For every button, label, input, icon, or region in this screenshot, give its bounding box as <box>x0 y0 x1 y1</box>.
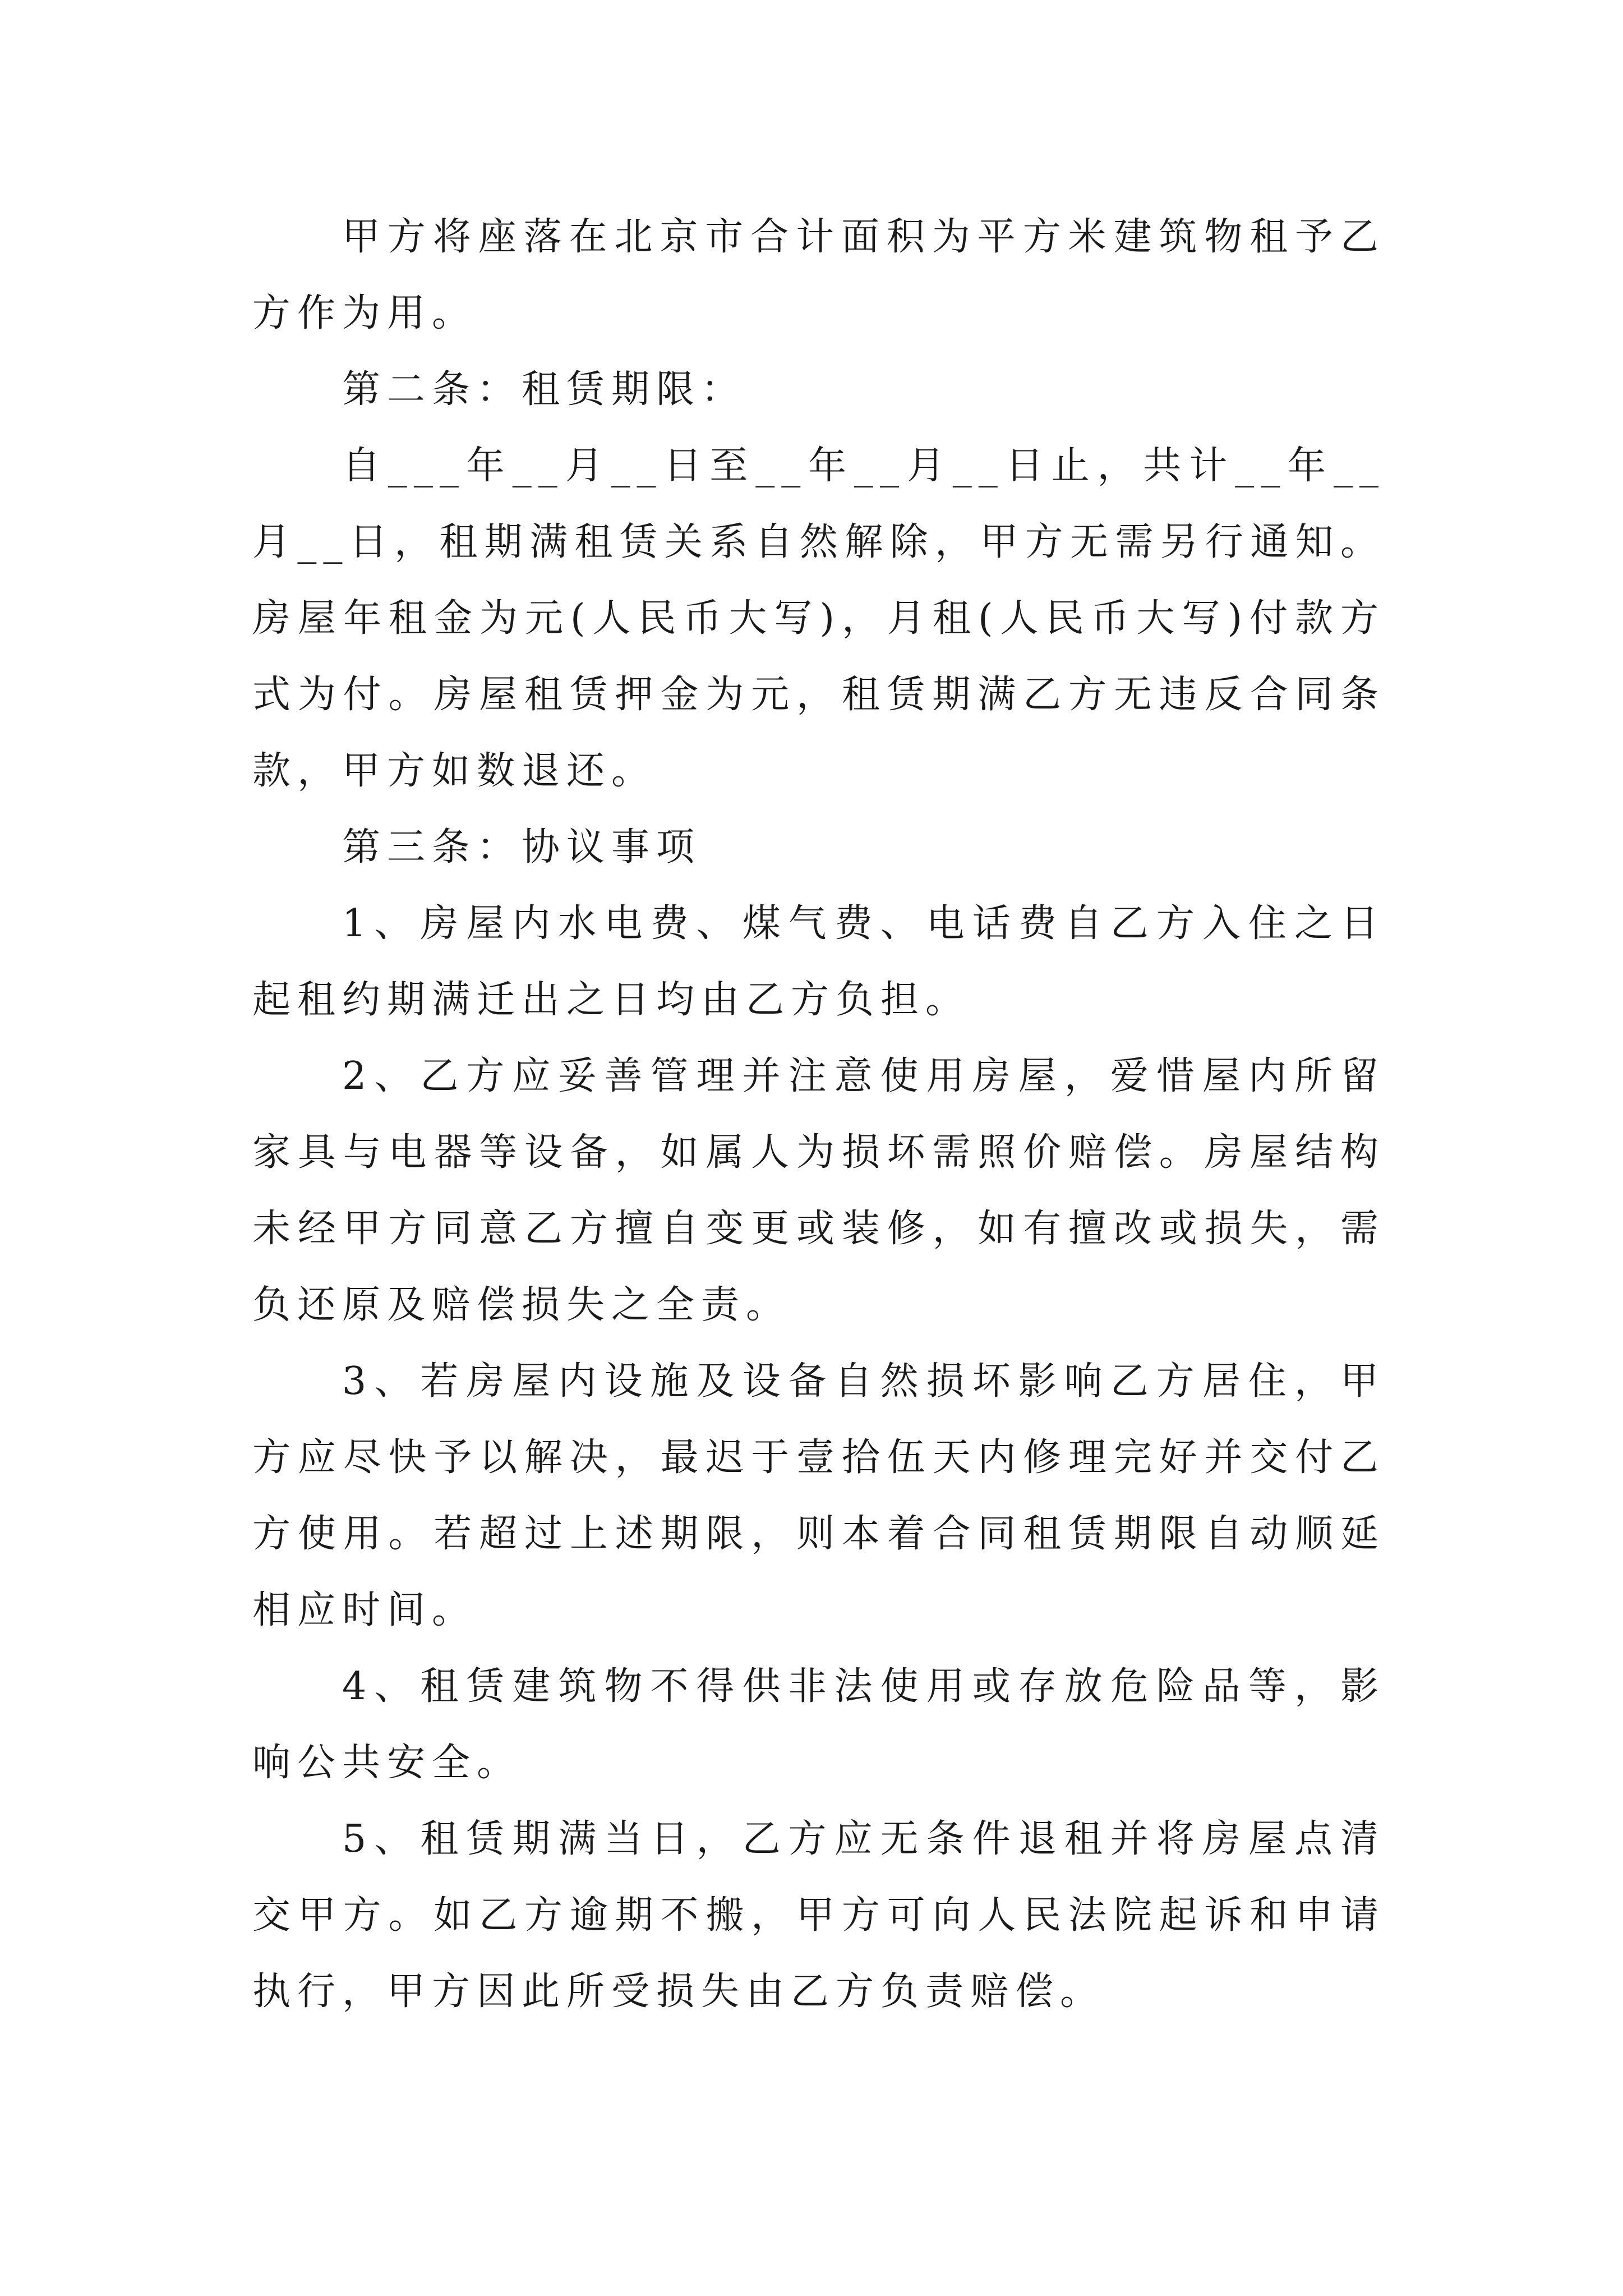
article-3-heading: 第三条：协议事项 <box>342 825 702 869</box>
lease-premises-paragraph: 甲方将座落在北京市合计面积为平方米建筑物租予乙方作为用。 <box>252 215 1385 335</box>
agreement-item-2: 2、乙方应妥善管理并注意使用房屋，爱惜屋内所留家具与电器等设备，如属人为损坏需照价赔偿。房屋结构未经甲方同意乙方擅自变更或装修，如有擅改或损失，需负还原及赔偿损失之全责。 <box>252 1054 1385 1327</box>
article-2-heading: 第二条：租赁期限： <box>342 367 746 412</box>
agreement-item-3: 3、若房屋内设施及设备自然损坏影响乙方居住，甲方应尽快予以解决，最迟于壹拾伍天内修理完好并交付乙方使用。若超过上述期限，则本着合同租赁期限自动顺延相应时间。 <box>252 1359 1385 1632</box>
document-body <box>252 199 1385 2030</box>
agreement-item-4: 4、租赁建筑物不得供非法使用或存放危险品等，影响公共安全。 <box>252 1664 1385 1785</box>
lease-term-paragraph: 自___年__月__日至__年__月__日止，共计__年__月__日，租期满租赁关系自然解除，甲方无需另行通知。房屋年租金为元(人民币大写)，月租(人民币大写)付款方式为付。房屋租赁押金为元，租赁期满乙方无违反合同条款，甲方如数退还。 <box>252 444 1385 793</box>
agreement-item-5: 5、租赁期满当日，乙方应无条件退租并将房屋点清交甲方。如乙方逾期不搬，甲方可向人民法院起诉和申请执行，甲方因此所受损失由乙方负责赔偿。 <box>252 1817 1385 2014</box>
agreement-item-1: 1、房屋内水电费、煤气费、电话费自乙方入住之日起租约期满迁出之日均由乙方负担。 <box>252 901 1385 1022</box>
